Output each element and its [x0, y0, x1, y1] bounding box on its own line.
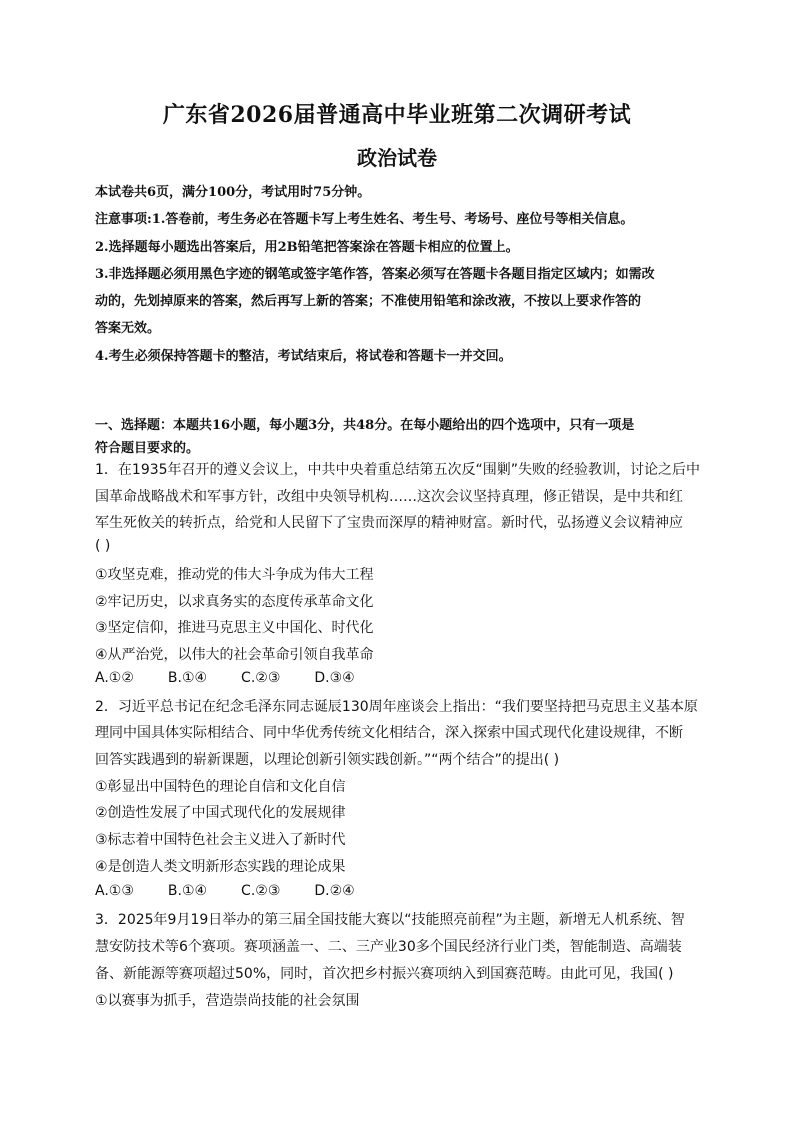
q1-statement-4: ④从严治党，以伟大的社会革命引领自我革命 [95, 647, 374, 663]
q2-option-b[interactable]: B.①④ [167, 883, 208, 899]
instructions-note-1: 注意事项:1.答卷前，考生务必在答题卡写上考生姓名、考生号、考场号、座位号等相关信息。 [95, 212, 634, 227]
q2-option-a[interactable]: A.①③ [95, 883, 134, 899]
q1-option-d[interactable]: D.③④ [314, 670, 355, 686]
q1-stem-line-1: 1．在1935年召开的遵义会议上，中共中央着重总结第五次反“围剿”失败的经验教训，讨论之后中 [95, 462, 701, 478]
q1-statement-2: ②牢记历史，以求真务实的态度传承革命文化 [95, 594, 374, 610]
q2-option-c[interactable]: C.②③ [241, 883, 281, 899]
q2-options [95, 883, 389, 899]
q1-stem-line-2: 国革命战略战术和军事方针，改组中央领导机构……这次会议坚持真理，修正错误，是中共和红 [95, 489, 683, 505]
q1-statement-1: ①攻坚克难，推动党的伟大斗争成为伟大工程 [95, 567, 374, 583]
q1-option-c[interactable]: C.②③ [241, 670, 281, 686]
q2-stem-line-3: 回答实践遇到的崭新课题，以理论创新引领实践创新。”“两个结合”的提出( ) [95, 752, 560, 768]
q2-statement-3: ③标志着中国特色社会主义进入了新时代 [95, 832, 346, 848]
instructions-note-4: 4.考生必须保持答题卡的整洁，考试结束后，将试卷和答题卡一并交回。 [95, 349, 512, 364]
instructions-note-3-line-2: 动的，先划掉原来的答案，然后再写上新的答案；不准使用铅笔和涂改液，不按以上要求作答的 [95, 294, 642, 309]
exam-title: 广东省2026届普通高中毕业班第二次调研考试 [162, 102, 632, 128]
q1-statement-3: ③坚定信仰，推进马克思主义中国化、时代化 [95, 620, 374, 636]
instructions-intro: 本试卷共6页，满分100分，考试用时75分钟。 [95, 185, 371, 200]
instructions-note-2: 2.选择题每小题选出答案后，用2B铅笔把答案涂在答题卡相应的位置上。 [95, 240, 519, 255]
section-heading-line-2: 符合题目要求的。 [95, 441, 200, 456]
q2-statement-2: ②创造性发展了中国式现代化的发展规律 [95, 805, 346, 821]
q1-option-b[interactable]: B.①④ [167, 670, 208, 686]
q2-statement-1: ①彰显出中国特色的理论自信和文化自信 [95, 779, 346, 795]
q2-statement-4: ④是创造人类文明新形态实践的理论成果 [95, 859, 346, 875]
q1-option-a[interactable]: A.①② [95, 670, 134, 686]
q2-option-d[interactable]: D.②④ [314, 883, 355, 899]
q3-stem-line-1: 3．2025年9月19日举办的第三届全国技能大赛以“技能照亮前程”为主题，新增无人机系统、智 [95, 912, 685, 928]
section-heading-line-1: 一、选择题：本题共16小题，每小题3分，共48分。在每小题给出的四个选项中，只有一项是 [95, 418, 635, 433]
q3-stem-line-2: 慧安防技术等6个赛项。赛项涵盖一、二、三产业30多个国民经济行业门类，智能制造、高端装 [95, 939, 682, 955]
q3-stem-line-3: 备、新能源等赛项超过50%，同时，首次把乡村振兴赛项纳入到国赛范畴。由此可见，我国( ) [95, 966, 674, 982]
q1-stem-line-3: 军生死攸关的转折点，给党和人民留下了宝贵而深厚的精神财富。新时代，弘扬遵义会议精神应 [95, 515, 683, 531]
q1-stem-line-4: ( ) [95, 538, 111, 554]
exam-subtitle: 政治试卷 [357, 146, 437, 170]
q1-options [95, 670, 389, 686]
q2-stem-line-1: 2．习近平总书记在纪念毛泽东同志诞辰130周年座谈会上指出：“我们要坚持把马克思主义基本原 [95, 699, 698, 715]
instructions-note-3-line-1: 3.非选择题必须用黑色字迹的钢笔或签字笔作答，答案必须写在答题卡各题目指定区域内；如需改 [95, 267, 655, 282]
q2-stem-line-2: 理同中国具体实际相结合、同中华优秀传统文化相结合，深入探索中国式现代化建设规律，不断 [95, 725, 683, 741]
q3-statement-1: ①以赛事为抓手，营造崇尚技能的社会氛围 [95, 993, 360, 1009]
instructions-note-3-line-3: 答案无效。 [95, 321, 161, 336]
